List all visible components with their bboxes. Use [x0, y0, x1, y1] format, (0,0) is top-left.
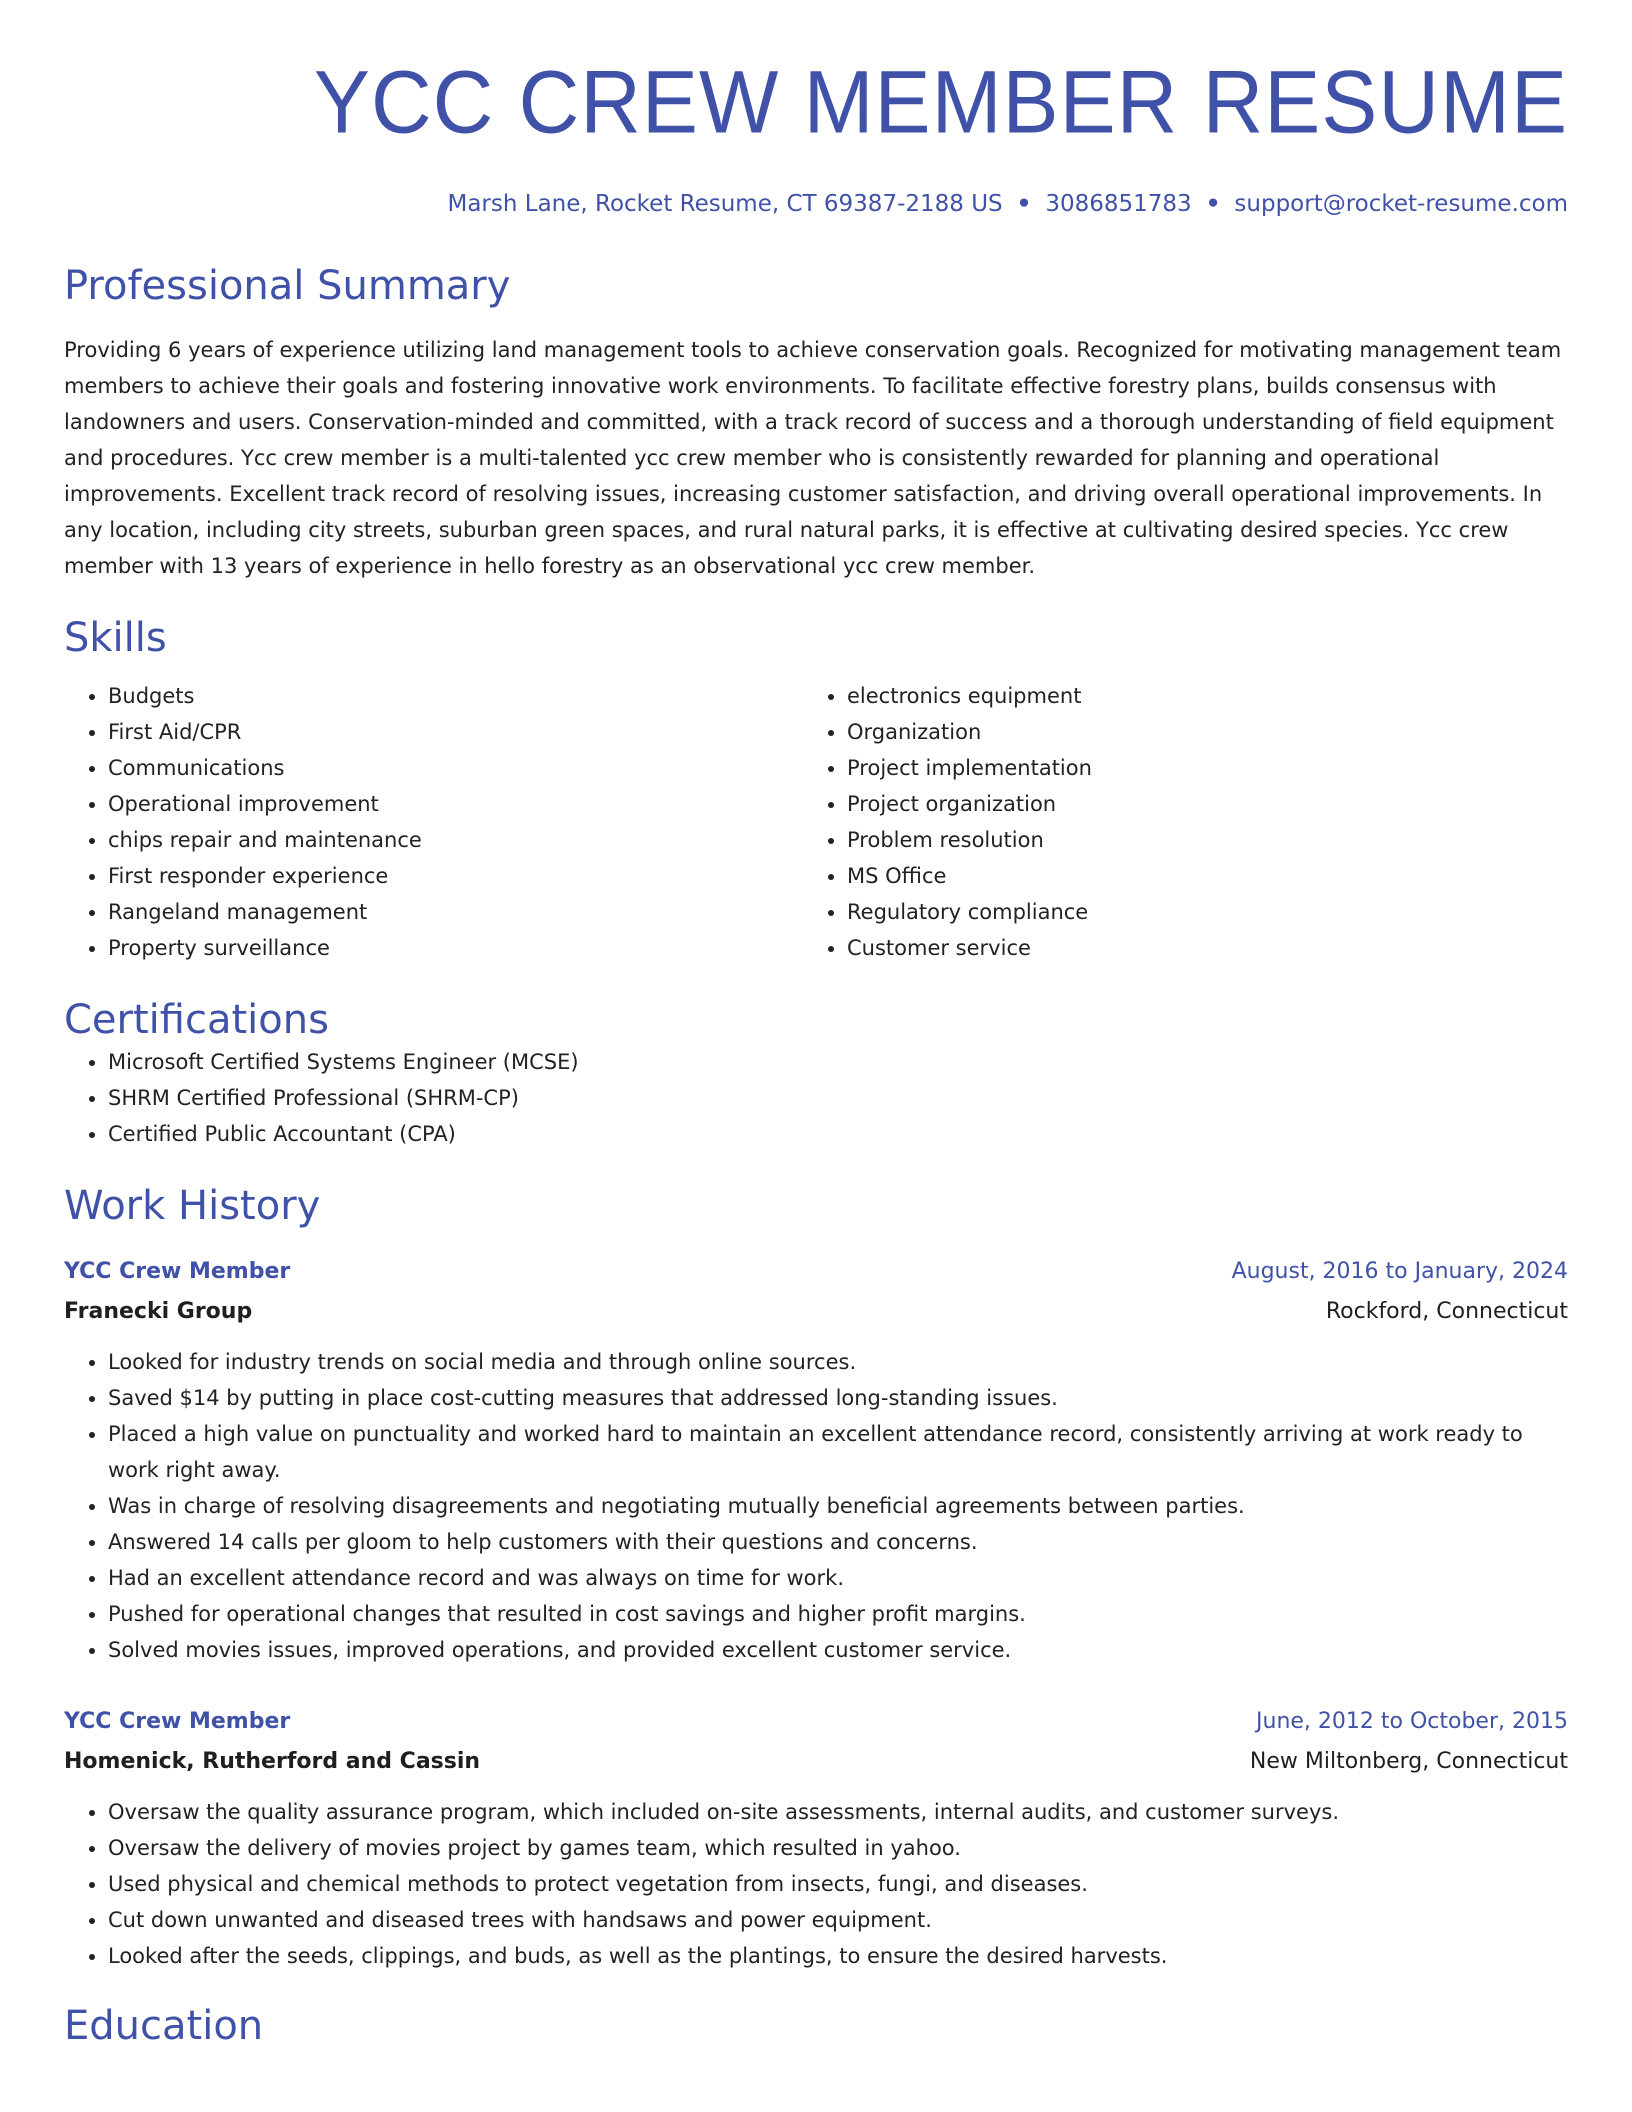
job-bullet: • Answered 14 calls per gloom to help customers with their questions and concerns.: [108, 1524, 1568, 1560]
job-bullet: • Cut down unwanted and diseased trees with handsaws and power equipment.: [108, 1902, 1568, 1938]
certification-item: • SHRM Certified Professional (SHRM-CP): [108, 1080, 1568, 1116]
job-entry: [64, 1252, 1568, 1668]
job-bullet: • Solved movies issues, improved operations, and provided excellent customer service.: [108, 1632, 1568, 1668]
skill-item: • Organization: [847, 714, 1542, 750]
skills-column-right: [803, 678, 1542, 966]
skill-item: • Operational improvement: [108, 786, 803, 822]
contact-separator: •: [1016, 191, 1032, 217]
section-title-work-history: Work History: [64, 1183, 321, 1229]
job-entry: [64, 1702, 1568, 1974]
job-bullet: • Looked after the seeds, clippings, and buds, as well as the plantings, to ensure the desired harvests.: [108, 1938, 1568, 1974]
contact-address: Marsh Lane, Rocket Resume, CT 69387-2188 US: [447, 191, 1003, 217]
job-bullet: • Had an excellent attendance record and was always on time for work.: [108, 1560, 1568, 1596]
skill-item: • chips repair and maintenance: [108, 822, 803, 858]
skill-item: • Budgets: [108, 678, 803, 714]
skill-item: • Project organization: [847, 786, 1542, 822]
job-bullet: • Looked for industry trends on social media and through online sources.: [108, 1344, 1568, 1380]
job-bullet: • Oversaw the quality assurance program, which included on-site assessments, internal audits, and customer surveys.: [108, 1794, 1568, 1830]
job-dates: June, 2012 to October, 2015: [1256, 1709, 1568, 1734]
job-bullet: • Used physical and chemical methods to protect vegetation from insects, fungi, and diseases.: [108, 1866, 1568, 1902]
section-title-certifications: Certifications: [64, 997, 329, 1043]
skill-item: • electronics equipment: [847, 678, 1542, 714]
job-location: New Miltonberg, Connecticut: [1249, 1749, 1568, 1774]
resume-title: YCC CREW MEMBER RESUME: [313, 52, 1568, 152]
skill-item: • Project implementation: [847, 750, 1542, 786]
job-company: Homenick, Rutherford and Cassin: [64, 1749, 481, 1774]
job-bullet: • Saved $14 by putting in place cost-cutting measures that addressed long-standing issues.: [108, 1380, 1568, 1416]
section-title-summary: Professional Summary: [64, 263, 511, 309]
job-company-row: [64, 1742, 1568, 1782]
summary-paragraph: Providing 6 years of experience utilizing land management tools to achieve conservation goals. Recognized for motivating management team members to achieve their goals and fostering innovative work environments. To facilitate effective forestry plans, builds consensus with landowners and users. Conservation-minded and committed, with a track record of success and a thorough understanding of field equipment and procedures. Ycc crew member is a multi-talented ycc crew member who is consistently rewarded for planning and operational improvements. Excellent track record of resolving issues, increasing customer satisfaction, and driving overall operational improvements. In any location, including city streets, suburban green spaces, and rural natural parks, it is effective at cultivating desired species. Ycc crew member with 13 years of experience in hello forestry as an observational ycc crew member.: [64, 338, 1562, 578]
certification-item: • Certified Public Accountant (CPA): [108, 1116, 1568, 1152]
skills-list-right: [803, 678, 1542, 966]
skill-item: • Regulatory compliance: [847, 894, 1542, 930]
skill-item: • Problem resolution: [847, 822, 1542, 858]
skills-column-left: [64, 678, 803, 966]
section-title-skills: Skills: [64, 615, 167, 661]
skill-item: • Customer service: [847, 930, 1542, 966]
job-bullets: [64, 1344, 1568, 1668]
job-bullet: • Placed a high value on punctuality and worked hard to maintain an excellent attendance record, consistently arriving at work ready to work right away.: [108, 1416, 1568, 1488]
job-title: YCC Crew Member: [64, 1259, 291, 1284]
job-company-row: [64, 1292, 1568, 1332]
skills-list-left: [64, 678, 803, 966]
skill-item: • MS Office: [847, 858, 1542, 894]
skill-item: • Communications: [108, 750, 803, 786]
job-company: Franecki Group: [64, 1299, 253, 1324]
skill-item: • Property surveillance: [108, 930, 803, 966]
job-location: Rockford, Connecticut: [1325, 1299, 1568, 1324]
skill-item: • Rangeland management: [108, 894, 803, 930]
job-bullet: • Oversaw the delivery of movies project by games team, which resulted in yahoo.: [108, 1830, 1568, 1866]
certifications-list: [64, 1044, 1568, 1152]
job-bullets: [64, 1794, 1568, 1974]
certification-item: • Microsoft Certified Systems Engineer (MCSE): [108, 1044, 1568, 1080]
contact-phone[interactable]: 3086851783: [1045, 191, 1192, 217]
resume-header: [64, 52, 1568, 220]
contact-email[interactable]: support@rocket-resume.com: [1234, 191, 1568, 217]
job-title: YCC Crew Member: [64, 1709, 291, 1734]
section-title-education: Education: [64, 2003, 264, 2049]
job-dates: August, 2016 to January, 2024: [1231, 1259, 1568, 1284]
job-bullet: • Was in charge of resolving disagreements and negotiating mutually beneficial agreements between parties.: [108, 1488, 1568, 1524]
contact-separator: •: [1205, 191, 1221, 217]
job-bullet: • Pushed for operational changes that resulted in cost savings and higher profit margins.: [108, 1596, 1568, 1632]
contact-line: [64, 188, 1568, 220]
skill-item: • First Aid/CPR: [108, 714, 803, 750]
job-header-row: [64, 1702, 1568, 1742]
job-header-row: [64, 1252, 1568, 1292]
skills-grid: [64, 678, 1568, 966]
skill-item: • First responder experience: [108, 858, 803, 894]
